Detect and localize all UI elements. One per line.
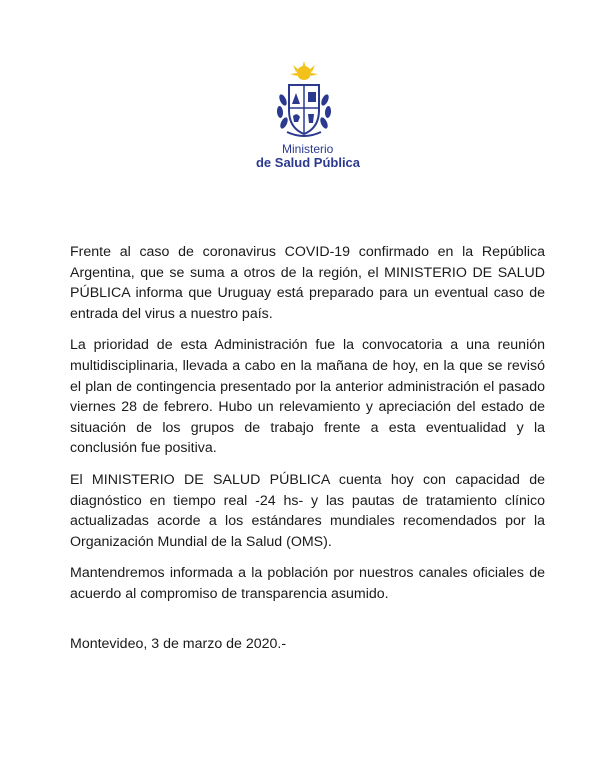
uruguay-coat-of-arms-icon [269,60,339,140]
paragraph-4: Mantendremos informada a la población por nuestros canales oficiales de acuerdo al compromiso de transparencia asumido. [70,565,545,602]
date-signature: Montevideo, 3 de marzo de 2020.- [70,636,287,652]
paragraph-1: Frente al caso de coronavirus COVID-19 confirmado en la República Argentina, que se suma a otros de la región, el MINISTERIO DE SALUD PÚBLICA informa que Uruguay está preparado para un eventual caso de entrada del virus a nuestro país. [70,244,545,322]
letterhead [0,60,600,170]
ministry-name [256,142,360,170]
ministry-name-line1: Ministerio [281,142,334,156]
paragraph-3: El MINISTERIO DE SALUD PÚBLICA cuenta hoy con capacidad de diagnóstico en tiempo real -24 hs- y las pautas de tratamiento clínico actualizadas acorde a los estándares mundiales recomendados por la Organización Mundial de la Salud (OMS). [70,471,545,550]
statement-body [70,242,545,616]
ministry-name-line2: de Salud Pública [255,155,361,170]
paragraph-2: La prioridad de esta Administración fue la convocatoria a una reunión multidisciplinaria, llevada a cabo en la mañana de hoy, en la que se revisó el plan de contingencia presentado por la anterior administración el pasado viernes 28 de febrero. Hubo un relevamiento y apreciación del estado de situación de los grupos de trabajo frente a esta eventualidad y la conclusión fue positiva. [70,337,545,457]
